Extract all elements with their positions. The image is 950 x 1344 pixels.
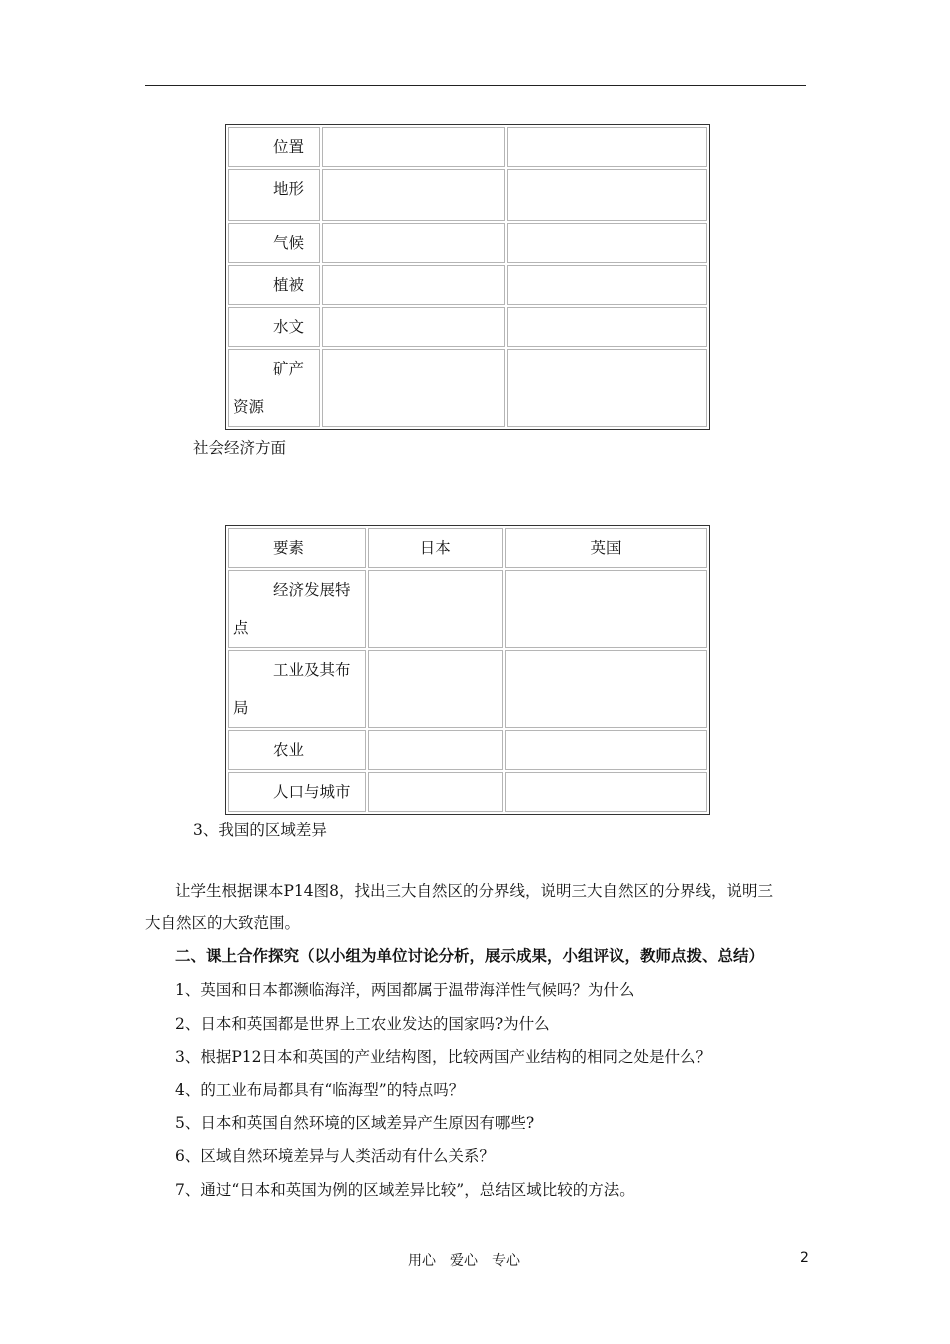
section3-body-line1: 让学生根据课本P14图8，找出三大自然区的分界线，说明三大自然区的分界线，说明三 <box>175 882 774 900</box>
row-label-agriculture: 农业 <box>228 730 366 770</box>
row-label-hydrology: 水文 <box>228 307 320 347</box>
page-number: 2 <box>800 1250 809 1266</box>
table-cell <box>322 223 506 263</box>
row-label-mineral-resources: 矿产 资源 <box>228 349 320 427</box>
section3-title: 3、我国的区域差异 <box>193 821 327 839</box>
table-row <box>228 169 707 221</box>
table-cell <box>322 307 506 347</box>
table-cell <box>507 127 707 167</box>
social-economy-heading: 社会经济方面 <box>193 439 287 457</box>
table-cell <box>505 730 707 770</box>
row-label-location: 位置 <box>228 127 320 167</box>
table-cell <box>507 265 707 305</box>
table-row <box>228 570 707 648</box>
table-row <box>228 307 707 347</box>
row-label-economic-development: 经济发展特 点 <box>228 570 366 648</box>
table-cell <box>322 169 506 221</box>
question-1: 1、英国和日本都濒临海洋，两国都属于温带海洋性气候吗？为什么 <box>175 981 635 999</box>
question-7: 7、通过“日本和英国为例的区域差异比较”，总结区域比较的方法。 <box>175 1181 635 1199</box>
header-factor: 要素 <box>228 528 366 568</box>
table-cell <box>507 349 707 427</box>
table-header-row <box>228 528 707 568</box>
table-cell <box>505 570 707 648</box>
table-cell <box>368 730 503 770</box>
table-row <box>228 730 707 770</box>
table-row <box>228 127 707 167</box>
row-label-vegetation: 植被 <box>228 265 320 305</box>
table-cell <box>507 307 707 347</box>
table-cell <box>505 650 707 728</box>
row-label-population-cities: 人口与城市 <box>228 772 366 812</box>
table-cell <box>507 169 707 221</box>
section3-body-line2: 大自然区的大致范围。 <box>145 914 301 932</box>
row-label-climate: 气候 <box>228 223 320 263</box>
question-2: 2、日本和英国都是世界上工农业发达的国家吗?为什么 <box>175 1015 550 1033</box>
question-3: 3、根据P12日本和英国的产业结构图，比较两国产业结构的相同之处是什么？ <box>175 1048 712 1066</box>
row-label-terrain: 地形 <box>228 169 320 221</box>
header-japan: 日本 <box>368 528 503 568</box>
table-row <box>228 265 707 305</box>
table-cell <box>322 349 506 427</box>
row-label-industry-layout: 工业及其布 局 <box>228 650 366 728</box>
table-cell <box>368 772 503 812</box>
table-cell <box>368 650 503 728</box>
table-row <box>228 223 707 263</box>
footer-motto: 用心 爱心 专心 <box>408 1253 520 1269</box>
header-rule <box>145 85 806 86</box>
table-cell <box>368 570 503 648</box>
question-5: 5、日本和英国自然环境的区域差异产生原因有哪些? <box>175 1114 535 1132</box>
header-uk: 英国 <box>505 528 707 568</box>
question-4: 4、的工业布局都具有“临海型”的特点吗？ <box>175 1081 465 1099</box>
table-cell <box>505 772 707 812</box>
table-cell <box>322 127 506 167</box>
table-cell <box>507 223 707 263</box>
table-row <box>228 650 707 728</box>
question-6: 6、区域自然环境差异与人类活动有什么关系？ <box>175 1147 495 1165</box>
table-row <box>228 349 707 427</box>
part2-title: 二、课上合作探究（以小组为单位讨论分析，展示成果，小组评议，教师点拨、总结） <box>175 946 765 965</box>
natural-environment-table <box>225 124 710 430</box>
table-cell <box>322 265 506 305</box>
table-row <box>228 772 707 812</box>
social-economy-table <box>225 525 710 815</box>
